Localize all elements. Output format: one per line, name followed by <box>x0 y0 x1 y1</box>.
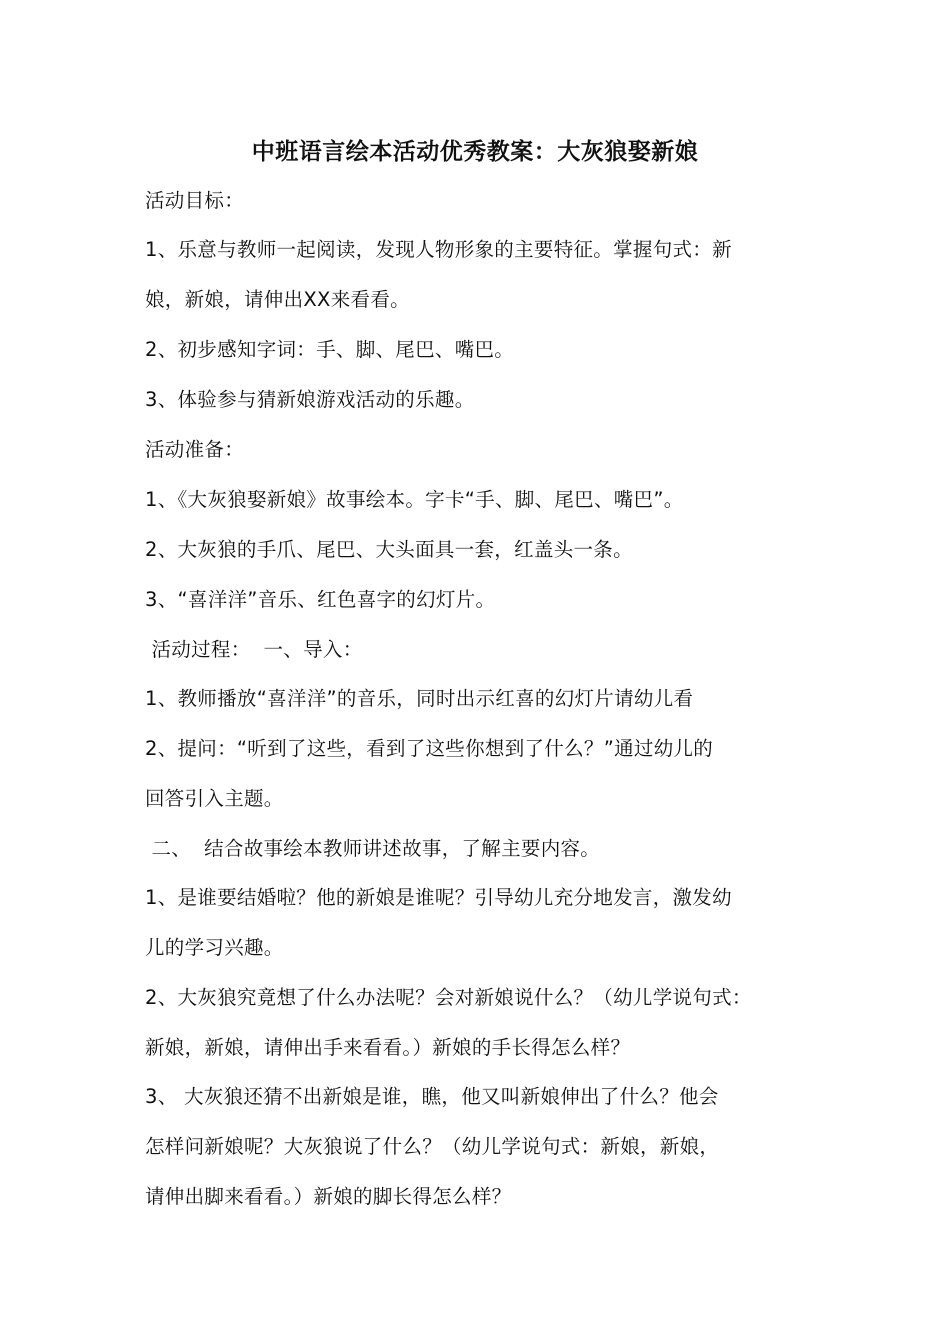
text-line: 2、初步感知字词：手、脚、尾巴、嘴巴。 <box>145 338 515 361</box>
text-line: 1、是谁要结婚啦？他的新娘是谁呢？引导幼儿充分地发言，激发幼 <box>145 886 732 909</box>
text-line: 新娘，新娘，请伸出手来看看。）新娘的手长得怎么样？ <box>145 1036 631 1059</box>
text-line: 请伸出脚来看看。）新娘的脚长得怎么样？ <box>145 1185 512 1208</box>
text-line: 1、《大灰狼娶新娘》故事绘本。字卡“手、脚、尾巴、嘴巴”。 <box>145 488 684 511</box>
section-heading-process: 活动过程： 一、导入： <box>145 638 363 661</box>
text-line: 2、大灰狼的手爪、尾巴、大头面具一套，红盖头一条。 <box>145 538 633 561</box>
text-line: 2、提问：“听到了这些，看到了这些你想到了什么？”通过幼儿的 <box>145 737 714 760</box>
text-line: 娘，新娘，请伸出XX来看看。 <box>145 288 410 311</box>
text-line: 1、教师播放“喜洋洋”的音乐，同时出示红喜的幻灯片请幼儿看 <box>145 687 694 710</box>
text-line: 3、“喜洋洋”音乐、红色喜字的幻灯片。 <box>145 588 496 611</box>
text-line: 3、体验参与猜新娘游戏活动的乐趣。 <box>145 388 475 411</box>
section-heading-preparation: 活动准备： <box>145 438 245 461</box>
text-line: 2、大灰狼究竟想了什么办法呢？会对新娘说什么？（幼儿学说句式： <box>145 986 752 1009</box>
text-line: 3、 大灰狼还猜不出新娘是谁，瞧，他又叫新娘伸出了什么？他会 <box>145 1085 719 1108</box>
document-title: 中班语言绘本活动优秀教案：大灰狼娶新娘 <box>251 139 699 165</box>
section-heading-part-two: 二、 结合故事绘本教师讲述故事，了解主要内容。 <box>145 837 601 860</box>
text-line: 回答引入主题。 <box>145 787 284 810</box>
text-line: 儿的学习兴趣。 <box>145 936 284 959</box>
section-heading-goals: 活动目标： <box>145 189 245 212</box>
text-line: 怎样问新娘呢？大灰狼说了什么？（幼儿学说句式：新娘，新娘， <box>145 1135 720 1158</box>
text-line: 1、乐意与教师一起阅读，发现人物形象的主要特征。掌握句式：新 <box>145 238 732 261</box>
